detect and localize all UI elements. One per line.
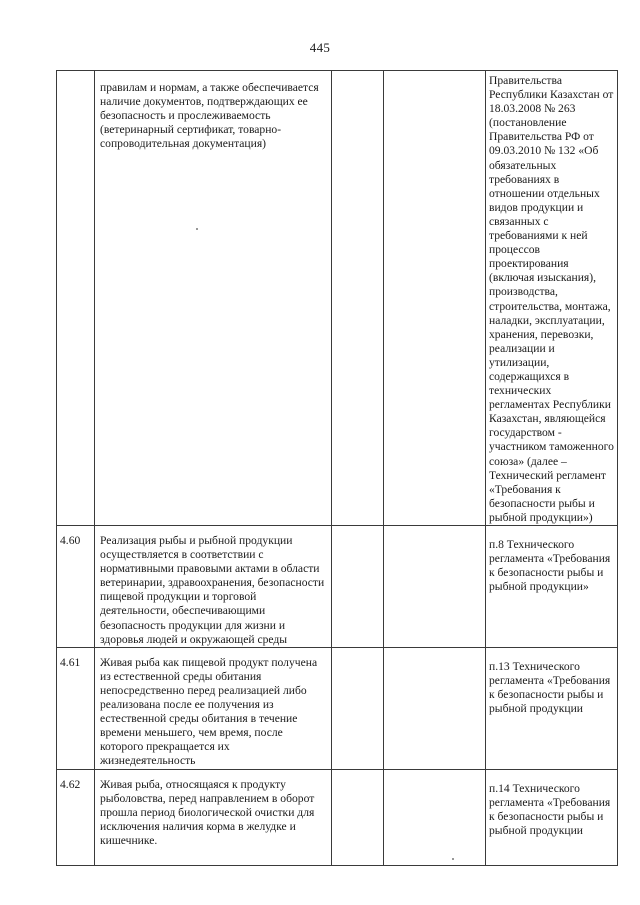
table-row	[57, 71, 618, 526]
column-3-cell	[332, 647, 384, 769]
scan-speck	[196, 228, 198, 230]
scan-speck	[452, 858, 454, 860]
column-4-cell	[384, 71, 486, 526]
requirement-text: Живая рыба как пищевой продукт получена из естественной среды обитания непосредственно перед реализацией либо реализована после ее получения из естественной среды обитания в течение времени меньшего, чем время, после которого прекращается их жизнедеятельность	[100, 655, 318, 768]
requirement-cell	[95, 769, 332, 865]
requirement-text: Реализация рыбы и рыбной продукции осуществляется в соответствии с нормативными правовыми актами в области ветеринарии, здравоохранения, безопасности пищевой продукции и торговой деятельности, обеспечивающими безопасность продукции для жизни и здоровья людей и окружающей среды	[100, 534, 325, 646]
requirement-text: правилам и нормам, а также обеспечивается наличие документов, подтверждающих ее безопасность и прослеживаемость (ветеринарный сертификат, товарно-сопроводительная документация)	[100, 81, 319, 151]
requirement-cell	[95, 71, 332, 526]
reference-cell	[486, 526, 618, 648]
page-number: 445	[309, 40, 331, 55]
reference-cell	[486, 647, 618, 769]
requirement-cell	[95, 647, 332, 769]
reference-cell	[486, 769, 618, 865]
requirement-text: Живая рыба, относящаяся к продукту рыболовства, перед направлением в оборот прошла период биологической очистки для исключения наличия корма в желудке и кишечнике.	[100, 777, 315, 847]
reference-text: п.14 Технического регламента «Требования к безопасности рыбы и рыбной продукции	[489, 781, 611, 837]
reference-text: п.8 Технического регламента «Требования к безопасности рыбы и рыбной продукции»	[489, 538, 611, 594]
requirements-table	[56, 70, 618, 866]
row-number: 4.62	[60, 777, 81, 791]
requirement-cell	[95, 526, 332, 648]
row-number: 4.61	[60, 655, 81, 669]
column-4-cell	[384, 526, 486, 648]
table-row	[57, 647, 618, 769]
column-3-cell	[332, 526, 384, 648]
reference-cell	[486, 71, 618, 526]
column-4-cell	[384, 769, 486, 865]
table-row	[57, 769, 618, 865]
column-3-cell	[332, 769, 384, 865]
reference-text: Правительства Республики Казахстан от 18.03.2008 № 263 (постановление Правительства РФ от 09.03.2010 № 132 «Об обязательных требованиях в отношении отдельных видов продукции и связанных с требованиями к ней процессов проектирования (включая изыскания), производства, строительства, монтажа, наладки, эксплуатации, хранения, перевозки, реализации и утилизации, содержащихся в технических регламентах Республики Казахстан, являющейся государством - участником таможенного союза» (далее – Технический регламент «Требования к безопасности рыбы и рыбной продукции»)	[489, 74, 614, 524]
row-number-cell	[57, 769, 95, 865]
row-number-cell	[57, 647, 95, 769]
row-number	[57, 71, 94, 79]
row-number-cell	[57, 71, 95, 526]
row-number-cell	[57, 526, 95, 648]
row-number: 4.60	[60, 534, 81, 547]
column-4-cell	[384, 647, 486, 769]
table-row	[57, 526, 618, 648]
column-3-cell	[332, 71, 384, 526]
reference-text: п.13 Технического регламента «Требования к безопасности рыбы и рыбной продукции	[489, 659, 611, 716]
